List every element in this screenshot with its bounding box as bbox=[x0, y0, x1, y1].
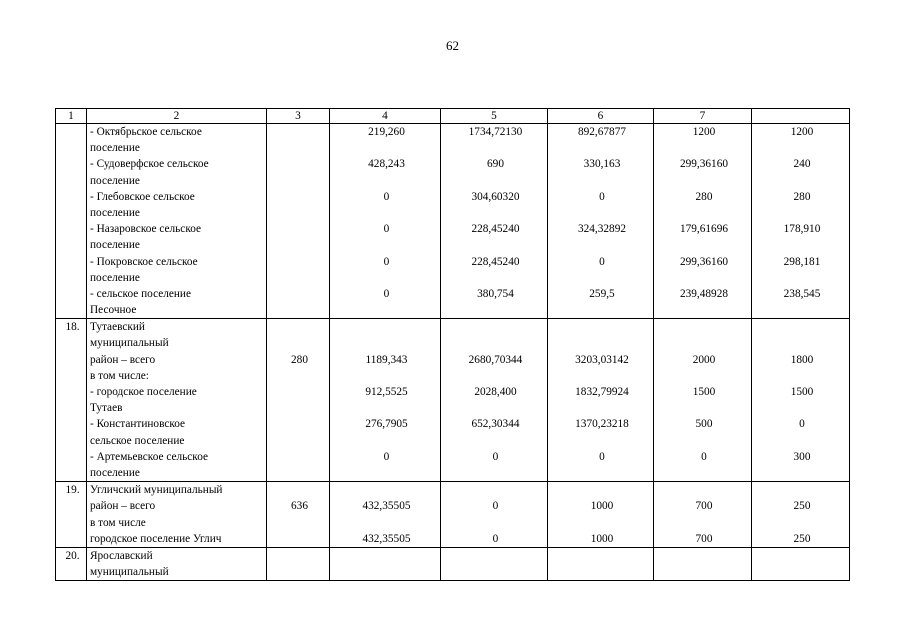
cell-value bbox=[270, 465, 329, 481]
cell-value: 1189,343 bbox=[365, 353, 408, 366]
cell-value bbox=[444, 173, 547, 189]
cell-value bbox=[333, 515, 440, 531]
cell-value bbox=[333, 335, 440, 351]
cell-value bbox=[755, 482, 849, 498]
col5-cell bbox=[441, 124, 548, 319]
row-number-cell bbox=[56, 547, 87, 580]
cell-value: 700 bbox=[695, 532, 713, 545]
col7-cell bbox=[654, 547, 752, 580]
column-header: 2 bbox=[87, 109, 267, 124]
cell-value bbox=[333, 140, 440, 156]
table-row bbox=[56, 124, 850, 319]
cell-value bbox=[657, 400, 751, 416]
row-number-cell bbox=[56, 124, 87, 319]
row-number: 19. bbox=[65, 484, 80, 497]
page-number: 62 bbox=[446, 38, 459, 53]
cell-value bbox=[444, 335, 547, 351]
col6-cell bbox=[548, 319, 654, 482]
cell-value bbox=[755, 270, 849, 286]
col4-cell bbox=[330, 482, 441, 548]
cell-value: 304,60320 bbox=[471, 190, 520, 203]
cell-value bbox=[551, 319, 653, 335]
cell-value bbox=[755, 173, 849, 189]
table-row bbox=[56, 482, 850, 548]
col3-cell bbox=[267, 482, 330, 548]
cell-value bbox=[333, 400, 440, 416]
entity-name-line: муниципальный bbox=[90, 337, 169, 350]
col7-cell bbox=[654, 482, 752, 548]
cell-value bbox=[270, 189, 329, 205]
cell-value: 178,910 bbox=[783, 223, 821, 236]
entity-name-line: - сельское поселение bbox=[90, 287, 191, 300]
cell-value bbox=[551, 548, 653, 564]
cell-value: 2680,70344 bbox=[468, 353, 523, 366]
cell-value: 179,61696 bbox=[679, 223, 728, 236]
cell-value: 250 bbox=[793, 500, 811, 513]
col8-cell bbox=[752, 124, 850, 319]
entity-name-cell bbox=[87, 482, 267, 548]
entity-name-line: сельское поселение bbox=[90, 434, 185, 447]
cell-value bbox=[755, 140, 849, 156]
cell-value bbox=[333, 433, 440, 449]
entity-name-line: поселение bbox=[90, 271, 140, 284]
column-header: 4 bbox=[330, 109, 441, 124]
col8-cell bbox=[752, 482, 850, 548]
row-number-cell bbox=[56, 482, 87, 548]
entity-name-line: поселение bbox=[90, 466, 140, 479]
cell-value bbox=[270, 515, 329, 531]
cell-value bbox=[444, 433, 547, 449]
col6-cell bbox=[548, 124, 654, 319]
cell-value bbox=[657, 335, 751, 351]
entity-name-line: - Глебовское сельское bbox=[90, 190, 195, 203]
cell-value bbox=[551, 205, 653, 221]
cell-value bbox=[551, 433, 653, 449]
cell-value bbox=[333, 205, 440, 221]
cell-value: 1832,79924 bbox=[575, 386, 629, 398]
cell-value bbox=[270, 221, 329, 237]
col5-cell bbox=[441, 547, 548, 580]
cell-value bbox=[444, 205, 547, 221]
entity-name-line: Тутаев bbox=[90, 402, 123, 415]
cell-value bbox=[270, 173, 329, 189]
cell-value: 1370,23218 bbox=[575, 418, 629, 431]
cell-value: 330,163 bbox=[583, 158, 621, 171]
cell-value: 0 bbox=[383, 255, 390, 268]
cell-value bbox=[551, 482, 653, 498]
cell-value bbox=[755, 433, 849, 449]
cell-value: 0 bbox=[599, 255, 605, 268]
cell-value bbox=[333, 482, 440, 498]
cell-value bbox=[551, 515, 653, 531]
cell-value: 1500 bbox=[790, 386, 814, 398]
cell-value bbox=[755, 548, 849, 564]
cell-value bbox=[551, 335, 653, 351]
cell-value bbox=[270, 302, 329, 318]
entity-name-line: Тутаевский bbox=[90, 321, 145, 334]
column-header: 3 bbox=[267, 109, 330, 124]
col4-cell bbox=[330, 547, 441, 580]
cell-value: 636 bbox=[291, 500, 308, 513]
cell-value: 276,7905 bbox=[365, 418, 408, 431]
column-header: 5 bbox=[441, 109, 548, 124]
cell-value bbox=[444, 302, 547, 318]
cell-value bbox=[755, 400, 849, 416]
header-row bbox=[56, 109, 850, 124]
cell-value bbox=[270, 400, 329, 416]
entity-name-line: муниципальный bbox=[90, 566, 169, 579]
col6-cell bbox=[548, 547, 654, 580]
entity-name-line: Угличский муниципальный bbox=[90, 484, 223, 497]
table-row bbox=[56, 319, 850, 482]
cell-value bbox=[270, 548, 329, 564]
col3-cell bbox=[267, 547, 330, 580]
cell-value: 428,243 bbox=[368, 158, 405, 171]
row-number bbox=[59, 124, 86, 140]
cell-value bbox=[657, 173, 751, 189]
entity-name-line: поселение bbox=[90, 239, 140, 252]
cell-value: 0 bbox=[799, 418, 805, 431]
cell-value bbox=[333, 368, 440, 384]
cell-value: 259,5 bbox=[589, 287, 615, 300]
cell-value bbox=[755, 368, 849, 384]
cell-value bbox=[270, 319, 329, 335]
cell-value: 299,36160 bbox=[679, 255, 728, 268]
cell-value bbox=[270, 384, 329, 400]
cell-value bbox=[657, 564, 751, 580]
table-row bbox=[56, 547, 850, 580]
cell-value bbox=[444, 237, 547, 253]
col8-cell bbox=[752, 319, 850, 482]
row-number-cell bbox=[56, 319, 87, 482]
cell-value bbox=[657, 368, 751, 384]
cell-value bbox=[657, 302, 751, 318]
cell-value: 228,45240 bbox=[471, 223, 520, 236]
entity-name-line: в том числе: bbox=[90, 369, 149, 382]
cell-value bbox=[270, 335, 329, 351]
entity-name-line: - Октябрьское сельское bbox=[90, 126, 202, 138]
cell-value bbox=[444, 400, 547, 416]
entity-name-line: - Судоверфское сельское bbox=[90, 158, 209, 171]
cell-value bbox=[551, 400, 653, 416]
cell-value bbox=[270, 564, 329, 580]
cell-value: 1200 bbox=[790, 126, 814, 138]
col6-cell bbox=[548, 482, 654, 548]
cell-value bbox=[444, 564, 547, 580]
cell-value: 0 bbox=[383, 190, 390, 203]
cell-value: 0 bbox=[701, 450, 707, 463]
cell-value: 280 bbox=[291, 353, 308, 366]
entity-name-line: в том числе bbox=[90, 516, 146, 529]
cell-value bbox=[270, 482, 329, 498]
cell-value bbox=[657, 140, 751, 156]
col7-cell bbox=[654, 124, 752, 319]
cell-value bbox=[657, 465, 751, 481]
cell-value: 300 bbox=[793, 450, 811, 463]
cell-value: 500 bbox=[695, 418, 713, 431]
cell-value bbox=[444, 548, 547, 564]
entity-name-line: Песочное bbox=[90, 304, 137, 317]
cell-value: 0 bbox=[599, 450, 605, 463]
cell-value bbox=[270, 368, 329, 384]
cell-value bbox=[333, 564, 440, 580]
cell-value: 0 bbox=[492, 450, 499, 463]
column-header bbox=[752, 109, 850, 124]
col3-cell bbox=[267, 319, 330, 482]
cell-value: 239,48928 bbox=[679, 287, 728, 300]
entity-name-line: поселение bbox=[90, 142, 140, 155]
cell-value bbox=[551, 173, 653, 189]
cell-value: 912,5525 bbox=[365, 386, 408, 398]
cell-value bbox=[755, 319, 849, 335]
entity-name-cell bbox=[87, 124, 267, 319]
cell-value bbox=[270, 531, 329, 547]
cell-value: 1000 bbox=[590, 500, 614, 513]
col8-cell bbox=[752, 547, 850, 580]
cell-value bbox=[333, 465, 440, 481]
cell-value: 700 bbox=[695, 500, 713, 513]
cell-value bbox=[551, 465, 653, 481]
cell-value: 0 bbox=[383, 450, 390, 463]
cell-value bbox=[444, 515, 547, 531]
cell-value: 652,30344 bbox=[471, 418, 520, 431]
cell-value bbox=[755, 335, 849, 351]
cell-value bbox=[657, 515, 751, 531]
cell-value bbox=[444, 270, 547, 286]
cell-value bbox=[270, 433, 329, 449]
cell-value: 0 bbox=[492, 500, 499, 513]
cell-value bbox=[444, 482, 547, 498]
cell-value bbox=[270, 254, 329, 270]
col3-cell bbox=[267, 124, 330, 319]
cell-value bbox=[755, 237, 849, 253]
cell-value bbox=[270, 237, 329, 253]
cell-value bbox=[657, 237, 751, 253]
cell-value bbox=[333, 548, 440, 564]
cell-value: 298,181 bbox=[783, 255, 821, 268]
table-body bbox=[56, 124, 850, 581]
entity-name-line: - Артемьевское сельское bbox=[90, 450, 209, 463]
cell-value: 0 bbox=[599, 190, 605, 203]
cell-value: 240 bbox=[793, 158, 811, 171]
cell-value bbox=[657, 482, 751, 498]
column-header: 1 bbox=[56, 109, 87, 124]
cell-value bbox=[755, 302, 849, 318]
cell-value bbox=[270, 286, 329, 302]
cell-value: 1000 bbox=[590, 532, 614, 545]
cell-value: 3203,03142 bbox=[575, 353, 629, 366]
cell-value bbox=[270, 270, 329, 286]
cell-value bbox=[755, 515, 849, 531]
cell-value: 690 bbox=[487, 158, 504, 171]
column-header: 7 bbox=[654, 109, 752, 124]
entity-name-line: - Назаровское сельское bbox=[90, 223, 202, 236]
cell-value: 0 bbox=[492, 532, 499, 545]
cell-value bbox=[551, 270, 653, 286]
cell-value bbox=[657, 270, 751, 286]
cell-value bbox=[270, 416, 329, 432]
cell-value bbox=[270, 140, 329, 156]
cell-value bbox=[444, 368, 547, 384]
cell-value bbox=[333, 237, 440, 253]
cell-value: 2000 bbox=[692, 353, 716, 366]
cell-value: 228,45240 bbox=[471, 255, 520, 268]
col5-cell bbox=[441, 319, 548, 482]
entity-name-line: поселение bbox=[90, 174, 140, 187]
cell-value: 280 bbox=[793, 190, 811, 203]
cell-value: 1800 bbox=[790, 353, 814, 366]
cell-value: 324,32892 bbox=[577, 223, 626, 236]
cell-value bbox=[755, 205, 849, 221]
cell-value bbox=[333, 302, 440, 318]
cell-value: 380,754 bbox=[477, 287, 514, 300]
entity-name-line: район – всего bbox=[90, 500, 156, 513]
cell-value bbox=[551, 140, 653, 156]
entity-name-line: район – всего bbox=[90, 353, 156, 366]
cell-value bbox=[755, 564, 849, 580]
col5-cell bbox=[441, 482, 548, 548]
cell-value: 432,35505 bbox=[362, 532, 411, 545]
cell-value: 2028,400 bbox=[474, 386, 517, 398]
cell-value: 280 bbox=[695, 190, 713, 203]
cell-value: 1500 bbox=[692, 386, 716, 398]
cell-value: 238,545 bbox=[783, 287, 821, 300]
col4-cell bbox=[330, 124, 441, 319]
entity-name-line: поселение bbox=[90, 206, 140, 219]
entity-name-line: - городское поселение bbox=[90, 386, 197, 398]
cell-value bbox=[333, 319, 440, 335]
entity-name-line: - Константиновское bbox=[90, 418, 186, 431]
cell-value bbox=[551, 237, 653, 253]
cell-value bbox=[657, 319, 751, 335]
row-number: 18. bbox=[65, 321, 80, 334]
cell-value bbox=[551, 564, 653, 580]
cell-value: 250 bbox=[793, 532, 811, 545]
cell-value bbox=[270, 205, 329, 221]
data-table bbox=[55, 108, 850, 581]
cell-value bbox=[333, 173, 440, 189]
cell-value bbox=[270, 156, 329, 172]
cell-value bbox=[270, 449, 329, 465]
entity-name-line: - Покровское сельское bbox=[90, 255, 198, 268]
cell-value bbox=[444, 140, 547, 156]
col4-cell bbox=[330, 319, 441, 482]
cell-value bbox=[755, 465, 849, 481]
cell-value bbox=[333, 270, 440, 286]
cell-value bbox=[657, 433, 751, 449]
cell-value: 1200 bbox=[692, 126, 716, 138]
entity-name-line: Ярославский bbox=[90, 549, 153, 562]
col7-cell bbox=[654, 319, 752, 482]
entity-name-line: городское поселение Углич bbox=[90, 532, 222, 545]
row-number: 20. bbox=[65, 549, 80, 562]
cell-value bbox=[444, 319, 547, 335]
cell-value: 0 bbox=[383, 223, 390, 236]
cell-value bbox=[551, 368, 653, 384]
cell-value bbox=[657, 205, 751, 221]
cell-value bbox=[657, 548, 751, 564]
cell-value: 219,260 bbox=[368, 126, 405, 138]
cell-value: 892,67877 bbox=[577, 126, 626, 138]
cell-value: 0 bbox=[383, 287, 390, 300]
entity-name-cell bbox=[87, 319, 267, 482]
cell-value bbox=[551, 302, 653, 318]
entity-name-cell bbox=[87, 547, 267, 580]
cell-value bbox=[444, 465, 547, 481]
cell-value bbox=[270, 124, 329, 140]
column-header: 6 bbox=[548, 109, 654, 124]
cell-value: 1734,72130 bbox=[468, 126, 523, 138]
cell-value: 299,36160 bbox=[679, 158, 728, 171]
cell-value: 432,35505 bbox=[362, 500, 411, 513]
